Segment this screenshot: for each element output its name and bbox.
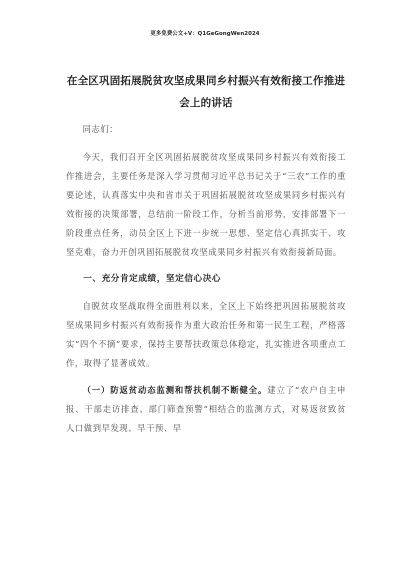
salutation: 同志们：	[82, 124, 119, 134]
document-title: 在全区巩固拓展脱贫攻坚成果同乡村振兴有效衔接工作推进会上的讲话	[66, 75, 346, 109]
section-1-paragraph: 自脱贫攻坚战取得全面胜利以来，全区上下始终把巩固拓展脱贫攻坚成果同乡村振兴有效衔接作为重大政治任务和第一民生工程，严格落实“四个不摘”要求，保持主要帮扶政策总体稳定，扎实推进各项重点工作，取得了显著成效。	[66, 301, 346, 368]
header-note: 更多免费公文+V：Q1GeGongWen2024	[150, 31, 260, 37]
subsection-heading-1: （一）防返贫动态监测和帮扶机制不断健全。	[82, 385, 268, 395]
section-heading-1: 一、充分肯定成绩，坚定信心决心	[83, 274, 222, 284]
subsection-1-text: 建立了“农户自主申报、干部走访排查、部门筛查预警”相结合的监测方式，对易返贫致贫人口做到早发现、早干预、早	[66, 385, 346, 433]
subsection-1-paragraph	[66, 381, 346, 438]
opening-paragraph: 今天，我们召开全区巩固拓展脱贫攻坚成果同乡村振兴有效衔接工作推进会，主要任务是深入学习贯彻习近平总书记关于“三农”工作的重要论述，认真落实中央和省市关于巩固拓展脱贫攻坚成果同乡村振兴有效衔接的决策部署，总结前一阶段工作，分析当前形势，安排部署下一阶段重点任务，动员全区上下进一步统一思想、坚定信心真抓实干、攻坚克难，奋力开创巩固拓展脱贫攻坚成果同乡村振兴有效衔接新局面。	[66, 152, 346, 257]
document-body	[66, 120, 346, 438]
